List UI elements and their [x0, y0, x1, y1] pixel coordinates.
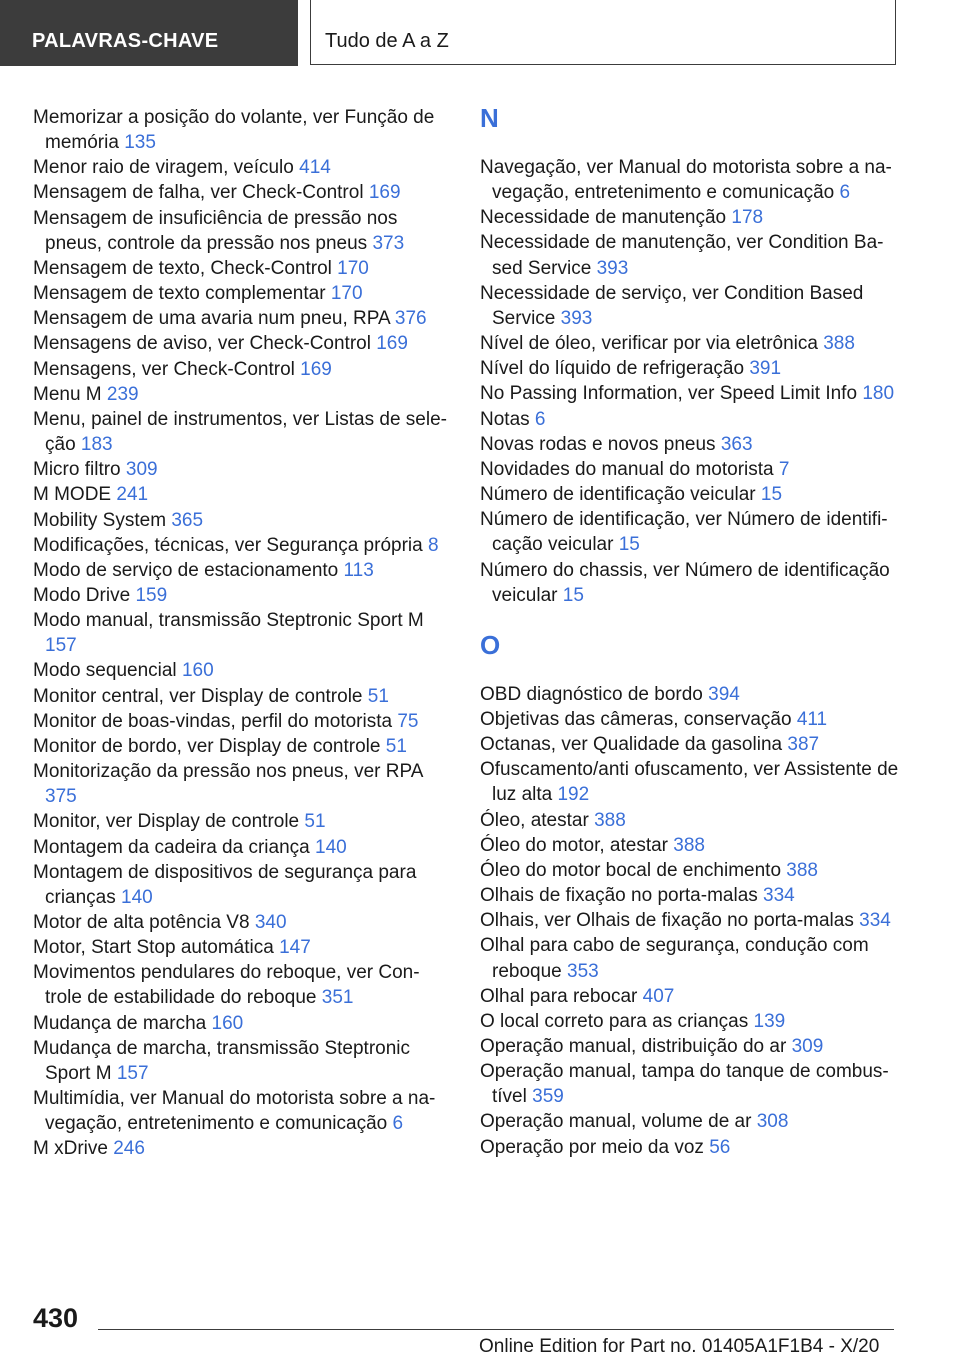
- page-reference-link[interactable]: 309: [125, 459, 158, 481]
- index-entry-text: Motor, Start Stop automática: [33, 937, 274, 959]
- index-entry: [480, 1009, 900, 1034]
- index-entry-text: Mensagem de falha, ver Check-Control: [33, 182, 364, 204]
- page-reference-link[interactable]: 387: [787, 734, 820, 756]
- page-reference-link[interactable]: 157: [116, 1062, 149, 1084]
- page-reference-link[interactable]: 8: [427, 534, 439, 556]
- index-entry: [480, 407, 900, 432]
- index-entry-text: Motor de alta potência V8: [33, 912, 250, 933]
- index-entry: [33, 1136, 453, 1161]
- index-entry: [480, 1135, 900, 1160]
- index-entry-text: Montagem de dispositivos de segurança para crianças: [33, 861, 417, 908]
- index-entry: [33, 860, 453, 910]
- index-section-n: [480, 155, 900, 608]
- page-reference-link[interactable]: 359: [532, 1086, 564, 1108]
- index-entry-text: Memorizar a posição do volante, ver Função de memória: [33, 107, 435, 154]
- page-reference-link[interactable]: 170: [330, 283, 363, 305]
- page-reference-link[interactable]: 7: [778, 458, 790, 480]
- index-entry: [33, 508, 453, 533]
- page-reference-link[interactable]: 365: [171, 509, 204, 531]
- index-entry: [33, 910, 453, 935]
- page-reference-link[interactable]: 239: [106, 383, 139, 405]
- index-entry-text: Movimentos pendulares do reboque, ver Con-trole de estabilidade do reboque: [33, 962, 420, 1009]
- index-entry-text: Multimídia, ver Manual do motorista sobre a na-vegação, entretenimento e comunicação: [33, 1088, 436, 1135]
- index-entry-text: Monitor, ver Display de controle: [33, 811, 300, 833]
- index-entry: [33, 457, 453, 482]
- index-letter-o: O: [480, 629, 501, 660]
- page-reference-link[interactable]: 15: [760, 484, 783, 506]
- index-letter-n: N: [480, 103, 499, 133]
- index-entry-text: Montagem da cadeira da criança: [33, 836, 310, 858]
- page-reference-link[interactable]: 15: [618, 534, 640, 556]
- page-reference-link[interactable]: 376: [394, 308, 427, 330]
- index-entry-text: Mudança de marcha, transmissão Steptronic Sport M: [33, 1037, 411, 1084]
- index-entry: [480, 858, 900, 883]
- page-reference-link[interactable]: 246: [113, 1138, 145, 1160]
- index-entry: [480, 1109, 900, 1134]
- index-entry-text: Necessidade de manutenção, ver Condition Ba-sed Service: [480, 232, 884, 279]
- index-entry: [480, 682, 900, 707]
- index-entry-text: Óleo do motor, atestar: [480, 834, 668, 856]
- page-reference-link[interactable]: 113: [343, 559, 374, 581]
- footer-divider: [98, 1329, 894, 1330]
- index-entry-text: Olhal para cabo de segurança, condução com reboque: [480, 935, 869, 982]
- index-entry: [480, 833, 900, 858]
- index-entry: [33, 382, 453, 407]
- index-entry-text: Mensagem de texto complementar: [33, 283, 326, 305]
- index-entry: [33, 105, 453, 155]
- index-entry: [33, 709, 453, 734]
- index-entry: [480, 230, 900, 280]
- page-header: [0, 0, 960, 66]
- index-entry: [33, 759, 453, 809]
- index-entry: [33, 533, 453, 558]
- index-entry-text: Nível de óleo, verificar por via eletrônica: [480, 333, 818, 355]
- index-entry-text: Monitor de bordo, ver Display de controle: [33, 735, 381, 757]
- index-entry: [480, 281, 900, 331]
- index-entry: [33, 583, 453, 608]
- index-entry-text: M xDrive: [33, 1138, 108, 1160]
- index-entry-text: Mensagens de aviso, ver Check-Control: [33, 333, 371, 355]
- page-reference-link[interactable]: 334: [763, 885, 795, 907]
- index-entry: [33, 1036, 453, 1086]
- index-entry: [480, 381, 900, 406]
- page-reference-link[interactable]: 363: [720, 433, 753, 455]
- index-entry: [480, 1059, 900, 1109]
- index-section-o: [480, 682, 900, 1160]
- index-entry-text: Novas rodas e novos pneus: [480, 433, 716, 455]
- index-entry: [33, 155, 453, 180]
- index-entry: [33, 835, 453, 860]
- index-entry-text: Objetivas das câmeras, conservação: [480, 708, 792, 730]
- index-entry: [33, 809, 453, 834]
- index-entry: [33, 407, 453, 457]
- index-entry-text: Modo manual, transmissão Steptronic Sport M: [33, 610, 424, 632]
- index-entry-text: Menu M: [33, 383, 102, 405]
- index-entry-text: Modo Drive: [33, 584, 131, 606]
- index-entry-text: Número do chassis, ver Número de identificação veicular: [480, 559, 890, 606]
- index-entry-text: Octanas, ver Qualidade da gasolina: [480, 734, 783, 756]
- index-entry: [480, 883, 900, 908]
- index-entry: [480, 507, 900, 557]
- page-reference-link[interactable]: 373: [372, 232, 405, 254]
- index-entry: [480, 808, 900, 833]
- index-entry: [480, 984, 900, 1009]
- index-entry: [480, 155, 900, 205]
- page-number: 430: [33, 1303, 79, 1333]
- index-entry-text: Notas: [480, 408, 530, 430]
- index-entry: [33, 734, 453, 759]
- index-entry-text: No Passing Information, ver Speed Limit Info: [480, 383, 858, 405]
- index-entry-text: Necessidade de serviço, ver Condition Based Service: [480, 282, 864, 329]
- page-reference-link[interactable]: 140: [315, 836, 347, 858]
- index-entry: [33, 1011, 453, 1036]
- index-entry-text: Mensagem de insuficiência de pressão nos pneus, controle da pressão nos pneus: [33, 207, 398, 254]
- index-entry: [33, 935, 453, 960]
- page-reference-link[interactable]: 51: [385, 735, 407, 757]
- index-entry: [480, 457, 900, 482]
- index-entry-text: Operação por meio da voz: [480, 1136, 704, 1158]
- index-entry-text: Olhais de fixação no porta-malas: [480, 885, 758, 907]
- index-entry: [480, 1034, 900, 1059]
- page-reference-link[interactable]: 394: [708, 683, 740, 705]
- index-entry-text: Nível do líquido de refrigeração: [480, 358, 745, 380]
- page-reference-link[interactable]: 388: [823, 333, 855, 355]
- index-column-right: [480, 105, 900, 1160]
- section-title: Tudo de A a Z: [325, 30, 449, 52]
- page-reference-link[interactable]: 135: [124, 132, 156, 154]
- page-reference-link[interactable]: 157: [45, 635, 77, 657]
- index-entry-text: M MODE: [33, 484, 112, 506]
- index-entry-text: Modificações, técnicas, ver Segurança própria: [33, 534, 423, 556]
- index-entry: [480, 432, 900, 457]
- page-reference-link[interactable]: 334: [859, 910, 891, 932]
- page-reference-link[interactable]: 414: [299, 157, 331, 179]
- page-reference-link[interactable]: 192: [557, 784, 590, 806]
- page-reference-link[interactable]: 308: [756, 1111, 789, 1133]
- index-entry-text: Operação manual, tampa do tanque de combus-tível: [480, 1061, 889, 1108]
- page-reference-link[interactable]: 75: [397, 710, 419, 732]
- index-entry-text: Ofuscamento/anti ofuscamento, ver Assistente de luz alta: [480, 759, 899, 806]
- page-reference-link[interactable]: 309: [791, 1036, 824, 1057]
- page-reference-link[interactable]: 56: [709, 1136, 731, 1158]
- index-entry-text: Modo de serviço de estacionamento: [33, 559, 339, 581]
- index-entry: [33, 180, 453, 205]
- index-entry: [480, 331, 900, 356]
- index-entry: [33, 684, 453, 709]
- page-reference-link[interactable]: 139: [753, 1010, 786, 1032]
- index-entry-text: Monitor central, ver Display de controle: [33, 685, 363, 707]
- page-reference-link[interactable]: 147: [279, 937, 311, 959]
- index-entry-text: Menor raio de viragem, veículo: [33, 157, 294, 179]
- index-entry-text: Necessidade de manutenção: [480, 207, 727, 229]
- index-entry: [33, 1086, 453, 1136]
- index-entry: [33, 558, 453, 583]
- section-label: PALAVRAS-CHAVE: [32, 30, 219, 52]
- page-reference-link[interactable]: 353: [567, 960, 599, 982]
- index-entry: [33, 206, 453, 256]
- page-reference-link[interactable]: 351: [321, 987, 354, 1009]
- page-reference-link[interactable]: 375: [45, 786, 77, 808]
- index-entry-text: O local correto para as crianças: [480, 1010, 749, 1032]
- page-reference-link[interactable]: 180: [862, 383, 895, 405]
- index-entry-text: Óleo do motor bocal de enchimento: [480, 859, 782, 881]
- index-entry: [33, 357, 453, 382]
- index-entry: [33, 658, 453, 683]
- page-reference-link[interactable]: 6: [392, 1113, 404, 1135]
- index-entry-text: Micro filtro: [33, 459, 121, 481]
- page-reference-link[interactable]: 51: [367, 685, 389, 707]
- page-reference-link[interactable]: 388: [673, 834, 705, 856]
- section-tab: [0, 0, 298, 66]
- page-reference-link[interactable]: 388: [594, 809, 626, 831]
- index-entry-text: Olhais, ver Olhais de fixação no porta-malas: [480, 910, 854, 932]
- page-reference-link[interactable]: 15: [562, 584, 584, 606]
- index-column-left: [33, 105, 453, 1162]
- page-reference-link[interactable]: 170: [337, 257, 369, 279]
- index-entry: [33, 281, 453, 306]
- index-entry: [480, 482, 900, 507]
- index-entry-text: OBD diagnóstico de bordo: [480, 683, 703, 705]
- index-entry-text: Novidades do manual do motorista: [480, 458, 774, 480]
- page-reference-link[interactable]: 411: [796, 708, 828, 730]
- page-reference-link[interactable]: 51: [304, 811, 326, 833]
- page-reference-link[interactable]: 169: [376, 333, 408, 355]
- page-reference-link[interactable]: 6: [534, 408, 546, 430]
- index-entry-text: Modo sequencial: [33, 660, 177, 682]
- index-entry-text: Mobility System: [33, 509, 167, 531]
- index-entry: [33, 960, 453, 1010]
- page-reference-link[interactable]: 160: [181, 660, 214, 682]
- page-reference-link[interactable]: 183: [80, 434, 113, 456]
- page-reference-link[interactable]: 391: [749, 358, 782, 380]
- edition-note: Online Edition for Part no. 01405A1F1B4 - X/20: [479, 1336, 880, 1357]
- index-entry-text: Número de identificação veicular: [480, 484, 756, 506]
- page-reference-link[interactable]: 178: [731, 207, 764, 229]
- index-entry-text: Mensagem de uma avaria num pneu, RPA: [33, 308, 390, 330]
- index-entry-text: Óleo, atestar: [480, 809, 589, 831]
- index-entry: [480, 707, 900, 732]
- index-entry-text: Menu, painel de instrumentos, ver Listas de sele-ção: [33, 408, 447, 456]
- index-entry: [480, 205, 900, 230]
- page-reference-link[interactable]: 340: [254, 912, 287, 933]
- section-title-tab: [310, 0, 896, 65]
- index-entry: [33, 306, 453, 331]
- index-entry: [33, 256, 453, 281]
- index-entry-text: Número de identificação, ver Número de identifi-cação veicular: [480, 509, 888, 556]
- page-reference-link[interactable]: 160: [211, 1012, 244, 1034]
- index-entry: [480, 908, 900, 933]
- page-reference-link[interactable]: 169: [300, 358, 332, 380]
- page-reference-link[interactable]: 169: [368, 182, 401, 204]
- index-entry-text: Operação manual, distribuição do ar: [480, 1036, 787, 1057]
- page-reference-link[interactable]: 6: [839, 182, 851, 204]
- index-entry: [480, 732, 900, 757]
- index-entry-text: Monitorização da pressão nos pneus, ver RPA: [33, 761, 423, 783]
- index-entry: [480, 933, 900, 983]
- index-entry: [33, 331, 453, 356]
- index-entry-text: Operação manual, volume de ar: [480, 1111, 752, 1133]
- index-entry: [33, 608, 453, 658]
- index-entry: [33, 482, 453, 507]
- page-reference-link[interactable]: 140: [121, 886, 153, 908]
- page-reference-link[interactable]: 393: [596, 257, 629, 279]
- page-reference-link[interactable]: 407: [642, 985, 675, 1007]
- page-reference-link[interactable]: 393: [560, 307, 593, 329]
- index-entry: [480, 757, 900, 807]
- page-reference-link[interactable]: 388: [786, 859, 818, 881]
- index-entry-text: Olhal para rebocar: [480, 985, 638, 1007]
- page-reference-link[interactable]: 241: [116, 484, 149, 506]
- page-reference-link[interactable]: 159: [135, 584, 168, 606]
- index-entry-text: Navegação, ver Manual do motorista sobre a na-vegação, entretenimento e comunicação: [480, 157, 892, 204]
- index-entry-text: Mensagens, ver Check-Control: [33, 358, 295, 380]
- index-entry-text: Mensagem de texto, Check-Control: [33, 257, 332, 279]
- index-entry: [480, 558, 900, 608]
- index-entry-text: Monitor de boas-vindas, perfil do motorista: [33, 710, 393, 732]
- index-entry: [480, 356, 900, 381]
- index-entry-text: Mudança de marcha: [33, 1012, 207, 1034]
